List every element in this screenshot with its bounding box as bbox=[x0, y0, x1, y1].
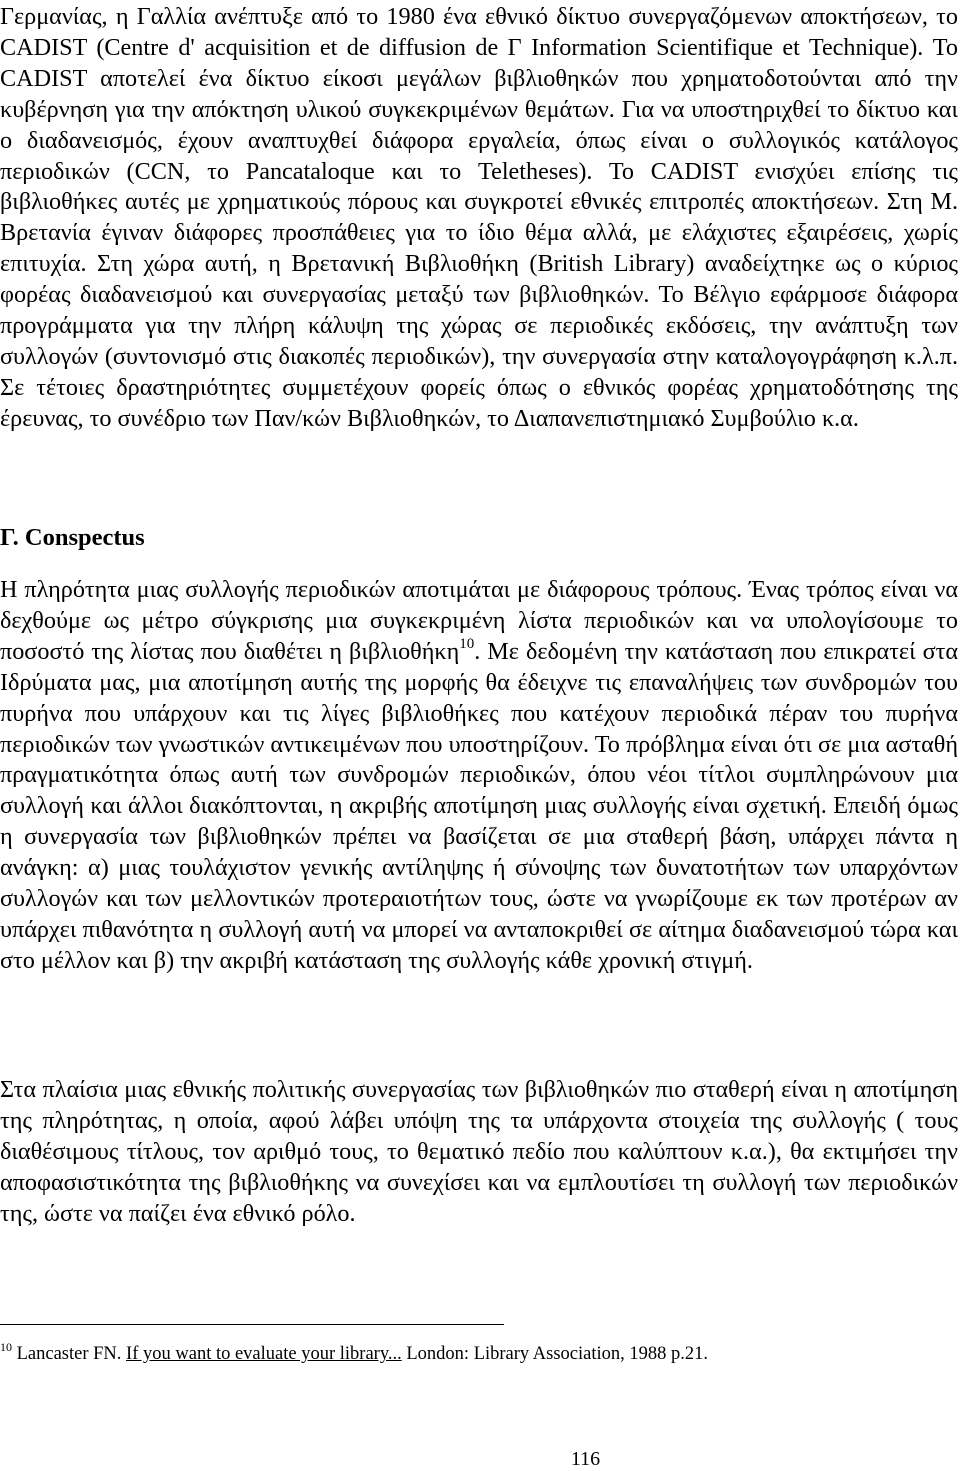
footnote-number: 10 bbox=[0, 1340, 12, 1354]
body-paragraph-1: Γερμανίας, η Γαλλία ανέπτυξε από το 1980 ένα εθνικό δίκτυο συνεργαζόμενων αποκτήσεων, το CADIST (Centre d' acquisition et de diffusion de Γ Information Scientifique et Technique). Το CADIST αποτελεί ένα δίκτυο είκοσι μεγάλων βιβλιοθηκών που χρηματοδοτούνται από την κυβέρνηση για την απόκτηση υλικού συγκεκριμένων θεμάτων. Για να υποστηριχθεί το δίκτυο και ο διαδανεισμός, έχουν αναπτυχθεί διάφορα εργαλεία, όπως είναι ο συλλογικός κατάλογος περιοδικών (CCN, το Pancataloque και το Teletheses). Το CADIST ενισχύει επίσης τις βιβλιοθήκες αυτές με χρηματικούς πόρους και συγκροτεί εθνικές επιτροπές αποκτήσεων. Στη Μ. Βρετανία έγιναν διάφορες προσπάθειες για το ίδιο θέμα αλλά, με ελάχιστες εξαιρέσεις, χωρίς επιτυχία. Στη χώρα αυτή, η Βρετανική Βιβλιοθήκη (British Library) αναδείχτηκε ως ο κύριος φορέας διαδανεισμού και συνεργασίας μεταξύ των βιβλιοθηκών. Το Βέλγιο εφάρμοσε διάφορα προγράμματα για την πλήρη κάλυψη της χώρας σε περιοδικές εκδόσεις, την ανάπτυξη των συλλογών (συντονισμό στις διακοπές περιοδικών), την συνεργασία στην καταλογογράφηση κ.λ.π. Σε τέτοιες δραστηριότητες συμμετέχουν φορείς όπως ο εθνικός φορέας χρηματοδότησης της έρευνας, το συνέδριο των Παν/κών Βιβλιοθηκών, το Διαπανεπιστημιακό Συμβούλιο κ.α. bbox=[0, 3, 958, 432]
page-number: 116 bbox=[570, 1448, 601, 1470]
body-paragraph-3: Στα πλαίσια μιας εθνικής πολιτικής συνεργασίας των βιβλιοθηκών πιο σταθερή είναι η αποτίμηση της πληρότητας, η οποία, αφού λάβει υπόψη της τα υπάρχοντα στοιχεία της συλλογής ( τους διαθέσιμους τίτλους, τον αριθμό τους, το θεματικό πεδίο που καλύπτουν κ.α.), θα εκτιμήσει την αποφασιστικότητα της βιβλιοθήκης να συνεχίσει και να εμπλουτίσει τη συλλογή των περιοδικών της, ώστε να παίζει ένα εθνικό ρόλο. bbox=[0, 1076, 958, 1227]
footnote-separator bbox=[0, 1324, 504, 1325]
paragraph-2-text-start: Η πληρότητα μιας συλλογής περιοδικών αποτιμάται με διάφορους τρόπους. Ένας τρόπος είναι να δεχθούμε ως μέτρο σύγκρισης μια συγκεκριμένη λίστα περιοδικών και να υπολογίσουμε το ποσοστό της λίστας που διαθέτει η βιβλιοθήκη bbox=[0, 576, 958, 665]
footnote-title: If you want to evaluate your library... bbox=[126, 1344, 402, 1364]
body-paragraph-2 bbox=[0, 575, 958, 977]
footnote-author: Lancaster FN. bbox=[16, 1344, 122, 1364]
section-heading: Γ. Conspectus bbox=[0, 524, 145, 551]
paragraph-2-text-end: . Με δεδομένη την κατάσταση που επικρατεί στα Ιδρύματα μας, μια αποτίμηση αυτής της μορφής θα έδειχνε τις επαναλήψεις των συνδρομών του πυρήνα που υπάρχουν και τις λίγες βιβλιοθήκες που κατέχουν περιοδικά πέραν του πυρήνα περιοδικών των γνωστικών αντικειμένων που υποστηρίζουν. Το πρόβλημα είναι ότι σε μια ασταθή πραγματικότητα όπως αυτή των συνδρομών περιοδικών, όπου νέοι τίτλοι συμπληρώνουν μια συλλογή και άλλοι διακόπτονται, η ακριβής αποτίμηση μιας συλλογής είναι σχετική. Επειδή όμως η συνεργασία των βιβλιοθηκών πρέπει να βασίζεται σε μια σταθερή βάση, υπάρχει πάντα η ανάγκη: α) μιας τουλάχιστον γενικής αντίληψης ή σύνοψης των δυνατοτήτων των υπαρχόντων συλλογών και των μελλοντικών προτεραιοτήτων τους, ώστε να γνωρίζουμε εκ των προτέρων αν υπάρχει πιθανότητα η συλλογή αυτή να μπορεί να ανταποκριθεί σε αίτημα διαδανεισμού τώρα και στο μέλλον και β) την ακριβή κατάσταση της συλλογής κάθε χρονική στιγμή. bbox=[0, 637, 958, 974]
footnote-publisher: London: Library Association, 1988 p.21. bbox=[406, 1344, 708, 1364]
footnote-reference: 10 bbox=[459, 635, 475, 652]
footnote bbox=[0, 1342, 708, 1366]
